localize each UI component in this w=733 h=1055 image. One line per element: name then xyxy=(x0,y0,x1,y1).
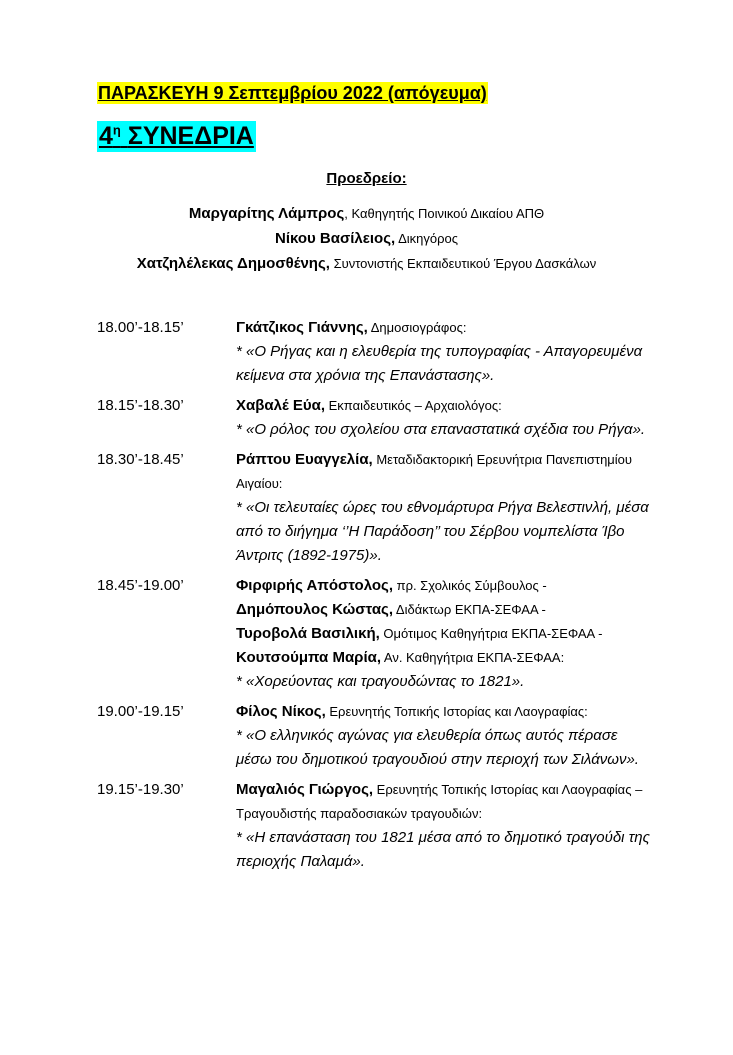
speaker-name: Φιρφιρής Απόστολος, xyxy=(236,577,393,594)
presidium-title: Προεδρείο: xyxy=(326,170,407,187)
schedule-slot xyxy=(97,448,657,568)
speaker-role: Διδάκτωρ ΕΚΠΑ-ΣΕΦΑΑ - xyxy=(393,602,546,617)
speaker-name: Μαγαλιός Γιώργος, xyxy=(236,781,374,798)
presidium-members xyxy=(0,201,733,276)
speaker-name: Ράπτου Ευαγγελία, xyxy=(236,451,373,468)
presidium-member xyxy=(0,226,733,251)
talk-title: * «Ο ρόλος του σχολείου στα επαναστατικά σχέδια του Ρήγα». xyxy=(236,421,646,438)
session-heading xyxy=(97,121,256,152)
slot-content xyxy=(236,574,657,694)
talk-title: * «Οι τελευταίες ώρες του εθνομάρτυρα Ρήγα Βελεστινλή, μέσα από το διήγημα ‘’Η Παράδοση’’ του Σέρβου νομπελίστα Ίβο Άντριτς (1892-1975)». xyxy=(236,499,649,564)
talk-title: * «Ο Ρήγας και η ελευθερία της τυπογραφίας - Απαγορευμένα κείμενα στα χρόνια της Επανάστασης». xyxy=(236,343,643,384)
schedule-slot xyxy=(97,316,657,388)
session-number: 4 xyxy=(99,122,113,150)
speaker-role: Ομότιμος Καθηγήτρια ΕΚΠΑ-ΣΕΦΑΑ - xyxy=(379,626,603,641)
speaker-role: Αν. Καθηγήτρια ΕΚΠΑ-ΣΕΦΑΑ: xyxy=(381,650,565,665)
schedule xyxy=(97,316,657,880)
member-role: Συντονιστής Εκπαιδευτικού Έργου Δασκάλων xyxy=(329,256,597,271)
member-name: Νίκου Βασίλειος, xyxy=(275,230,396,247)
slot-time: 19.15’-19.30’ xyxy=(97,781,184,798)
speaker-role: πρ. Σχολικός Σύμβουλος - xyxy=(392,578,547,593)
speaker-role: Μεταδιδακτορική Ερευνήτρια Πανεπιστημίου Αιγαίου: xyxy=(236,452,633,491)
member-name: Χατζηλέλεκας Δημοσθένης, xyxy=(136,255,330,272)
talk-title: * «Η επανάσταση του 1821 μέσα από το δημοτικό τραγούδι της περιοχής Παλαμά». xyxy=(236,829,650,870)
speaker-name: Κουτσούμπα Μαρία, xyxy=(236,649,381,666)
speaker-name: Γκάτζικος Γιάννης, xyxy=(236,319,368,336)
session-superscript: η xyxy=(112,122,121,138)
slot-content xyxy=(236,316,657,388)
speaker-name: Τυροβολά Βασιλική, xyxy=(236,625,380,642)
slot-time: 18.15’-18.30’ xyxy=(97,397,184,414)
speaker-role: Εκπαιδευτικός – Αρχαιολόγος: xyxy=(325,398,502,413)
slot-time: 18.45’-19.00’ xyxy=(97,577,184,594)
speaker-role: Δημοσιογράφος: xyxy=(367,320,467,335)
member-name: Μαργαρίτης Λάμπρος xyxy=(188,205,345,222)
talk-title: * «Ο ελληνικός αγώνας για ελευθερία όπως αυτός πέρασε μέσω του δημοτικού τραγουδιού στην περιοχή των Σιλάνων». xyxy=(236,727,639,768)
slot-content xyxy=(236,448,657,568)
session-word: ΣΥΝΕΔΡΙΑ xyxy=(127,122,254,150)
slot-content xyxy=(236,778,657,874)
schedule-slot xyxy=(97,700,657,772)
presidium-member xyxy=(0,251,733,276)
member-role: Δικηγόρος xyxy=(395,231,458,246)
schedule-slot xyxy=(97,574,657,694)
speaker-role: Ερευνητής Τοπικής Ιστορίας και Λαογραφίας: xyxy=(325,704,588,719)
slot-time: 18.30’-18.45’ xyxy=(97,451,184,468)
schedule-slot xyxy=(97,778,657,874)
presidium-member xyxy=(0,201,733,226)
slot-content xyxy=(236,394,657,442)
member-role: , Καθηγητής Ποινικού Δικαίου ΑΠΘ xyxy=(344,206,545,221)
slot-content xyxy=(236,700,657,772)
talk-title: * «Χορεύοντας και τραγουδώντας το 1821». xyxy=(236,673,525,690)
speaker-role: Ερευνητής Τοπικής Ιστορίας και Λαογραφίας – Τραγουδιστής παραδοσιακών τραγουδιών: xyxy=(236,782,643,821)
schedule-slot xyxy=(97,394,657,442)
speaker-name: Φίλος Νίκος, xyxy=(236,703,326,720)
date-heading: ΠΑΡΑΣΚΕΥΗ 9 Σεπτεμβρίου 2022 (απόγευμα) xyxy=(98,83,487,103)
speaker-name: Δημόπουλος Κώστας, xyxy=(236,601,394,618)
slot-time: 18.00’-18.15’ xyxy=(97,319,184,336)
slot-time: 19.00’-19.15’ xyxy=(97,703,184,720)
speaker-name: Χαβαλέ Εύα, xyxy=(236,397,326,414)
